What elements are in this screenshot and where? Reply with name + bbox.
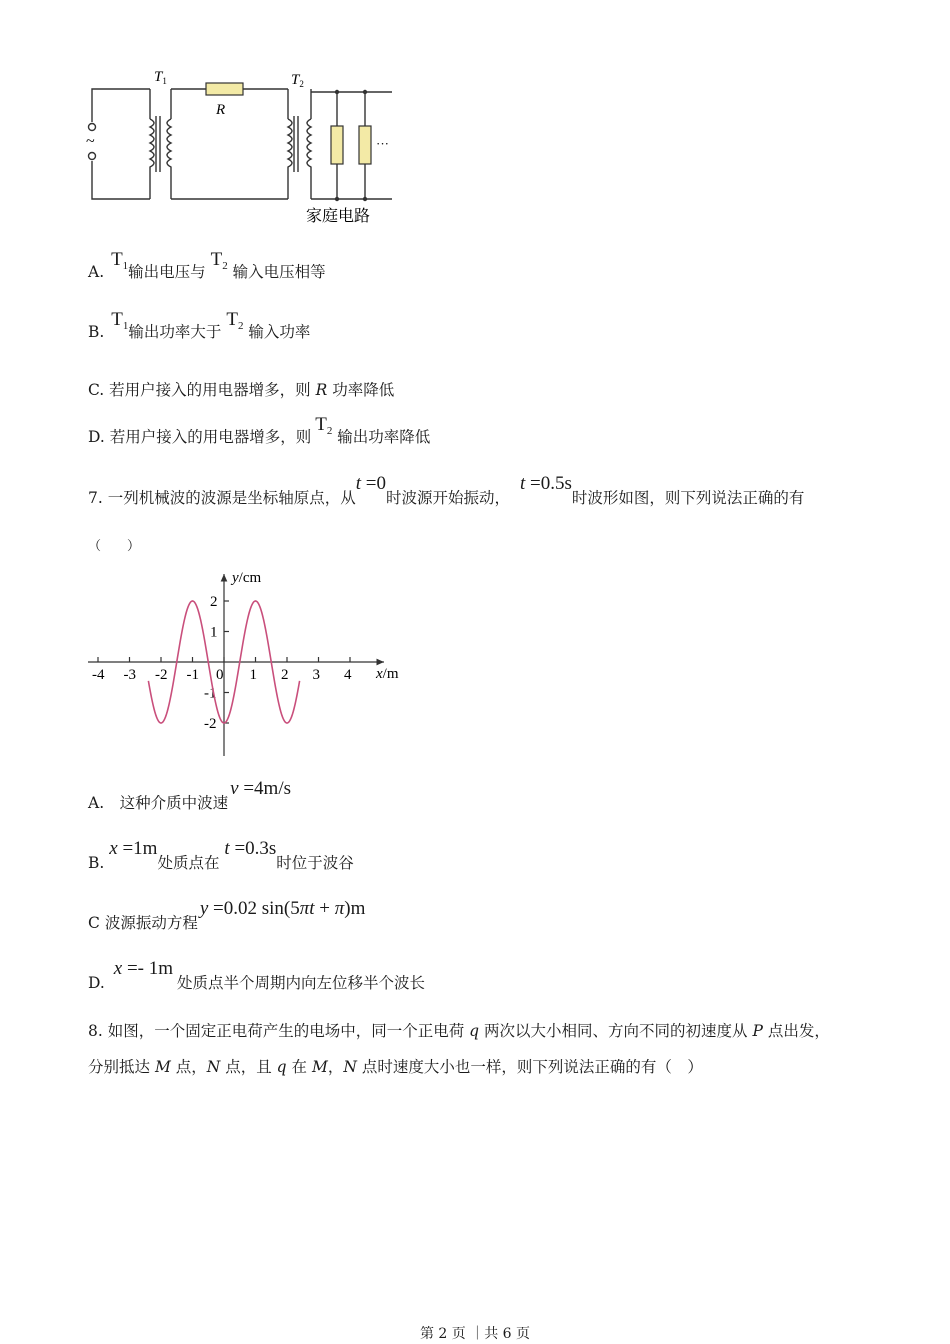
q8-stem-line1: 8. 如图，一个固定正电荷产生的电场中，同一个正电荷 q 两次以大小相同、方向不同的初速度从 P 点出发， — [88, 1022, 830, 1040]
option-text: 这种介质中波速 — [104, 794, 229, 812]
q7-stem — [88, 473, 805, 508]
q7-text: 7. 一列机械波的波源是坐标轴原点，从 — [88, 489, 356, 507]
y-tick-label: 2 — [210, 594, 218, 610]
r-label: R — [216, 102, 226, 118]
transformer-circuit-diagram — [80, 64, 410, 234]
q7-text: 时波形如图，则下列说法正确的有 — [571, 489, 805, 507]
page-footer: 第 2 页 ｜共 6 页 — [419, 1326, 531, 1342]
option-letter: A. — [88, 263, 105, 281]
x-tick-label: -3 — [123, 667, 136, 683]
t2-symbol: $T_2$ — [210, 249, 228, 272]
math-t03: t =0.3s — [224, 838, 277, 859]
option-letter: A. — [88, 794, 105, 812]
q6-option-d — [88, 414, 431, 453]
household-circuit-caption: 家庭电路 — [306, 208, 371, 225]
option-letter: C. — [88, 381, 105, 399]
x-tick-label: 4 — [344, 667, 352, 683]
load-ellipsis: ··· — [376, 136, 389, 151]
q7-option-c — [88, 898, 366, 933]
option-text: 处质点在 — [157, 854, 220, 872]
option-text: 功率降低 — [327, 381, 395, 399]
q7-option-a — [88, 778, 291, 813]
option-letter: D. — [88, 974, 105, 992]
q7-option-b — [88, 838, 354, 873]
x-tick-label: 2 — [281, 667, 289, 683]
load-resistor-2 — [359, 126, 371, 164]
option-text: 若用户接入的用电器增多，则 — [109, 381, 316, 399]
option-text: 若用户接入的用电器增多，则 — [109, 428, 312, 446]
option-text: 波源振动方程 — [104, 914, 198, 932]
x-tick-label: 3 — [312, 667, 320, 683]
t2-symbol: $T_2$ — [226, 309, 244, 332]
t2-label: $T_2$ — [291, 72, 304, 89]
y-tick-label: -1 — [204, 685, 217, 702]
option-text: 输出电压与 — [128, 263, 206, 281]
option-text: 输入功率 — [243, 323, 311, 341]
t1-label: $T_1$ — [154, 69, 167, 86]
resistor-R — [206, 83, 243, 95]
load-resistor-1 — [331, 126, 343, 164]
option-letter: B. — [88, 323, 105, 341]
q7-option-d — [88, 958, 426, 993]
option-text: 输入电压相等 — [227, 263, 326, 281]
wave-graph — [84, 568, 414, 760]
x-tick-label: -1 — [186, 667, 199, 683]
math-x1: x =1m — [109, 838, 158, 859]
option-text: 输出功率大于 — [128, 323, 222, 341]
ac-symbol: ~ — [86, 133, 95, 150]
option-letter: B. — [88, 854, 105, 872]
q6-option-c — [88, 380, 394, 400]
option-text: 处质点半个周期内向左位移半个波长 — [177, 974, 426, 992]
option-letter: C — [88, 914, 100, 932]
y-tick-label: -2 — [204, 716, 217, 732]
y-axis-label: y/cm — [232, 570, 262, 586]
x-tick-label: -2 — [155, 667, 168, 683]
t2-symbol: $T_2$ — [315, 414, 333, 437]
q8-stem-line2: 分别抵达 M 点，N 点，且 q 在 M，N 点时速度大小也一样，则下列说法正确的有（ ） — [88, 1058, 703, 1076]
q7-answer-paren: （ ） — [88, 539, 141, 554]
math-t05: t =0.5s — [519, 473, 572, 494]
q7-text: 时波源开始振动， — [385, 489, 510, 507]
variable-r: R — [315, 381, 328, 399]
math-t0: t =0 — [355, 473, 386, 494]
x-tick-label: 1 — [249, 667, 257, 683]
t1-symbol: $T_1$ — [111, 309, 129, 332]
t1-symbol: $T_1$ — [111, 249, 129, 272]
math-velocity: v =4m/s — [230, 778, 291, 799]
option-text: 输出功率降低 — [332, 428, 431, 446]
option-text: 时位于波谷 — [276, 854, 354, 872]
x-tick-label: -4 — [92, 667, 105, 683]
option-letter: D. — [88, 428, 105, 446]
y-tick-label: 1 — [210, 624, 218, 641]
x-tick-label: 0 — [216, 667, 224, 683]
q6-option-b — [88, 309, 311, 348]
x-axis-label: x/m — [376, 666, 399, 682]
q6-option-a — [88, 249, 326, 288]
math-x-neg1: x =- 1m — [113, 958, 174, 979]
math-source-equation: y =0.02 sin(5πt + π)m — [199, 898, 366, 919]
